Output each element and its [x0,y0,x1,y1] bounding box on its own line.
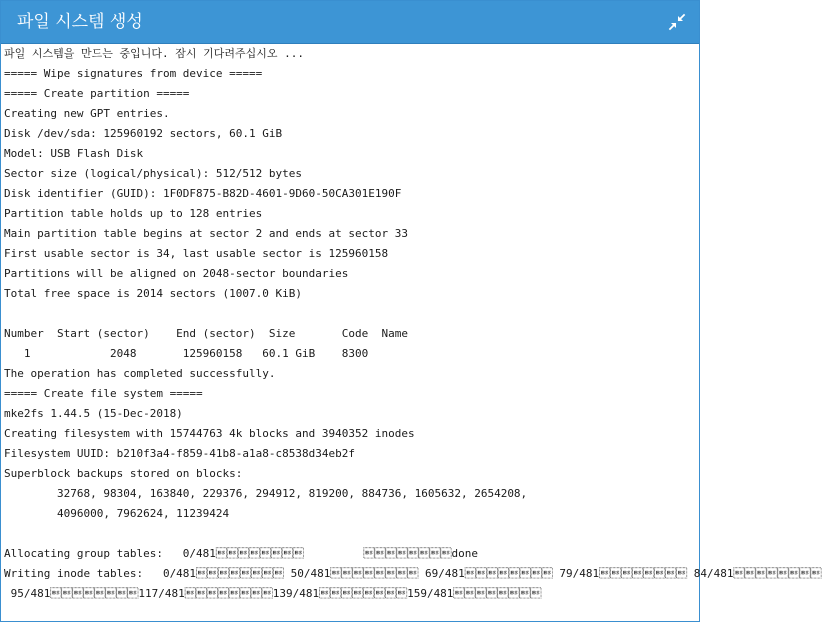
log-line: Partitions will be aligned on 2048-sector boundaries [4,267,349,280]
dialog-titlebar [1,1,699,44]
log-line: Allocating group tables: 0/481 done [4,547,479,560]
log-line: ===== Create file system ===== [4,387,203,400]
collapse-button[interactable] [667,12,687,32]
log-line: mke2fs 1.44.5 (15-Dec-2018) [4,407,183,420]
log-line: 1 2048 125960158 60.1 GiB 8300 [4,347,369,360]
log-line: Partition table holds up to 128 entries [4,207,263,220]
log-line: ===== Create partition ===== [4,87,190,100]
dialog-title: 파일 시스템 생성 [17,12,143,32]
log-line: Number Start (sector) End (sector) Size Code Name [4,327,408,340]
log-line: Total free space is 2014 sectors (1007.0 KiB) [4,287,303,300]
log-line: The operation has completed successfully. [4,367,276,380]
log-line: Filesystem UUID: b210f3a4-f859-41b8-a1a8-c8538d34eb2f [4,447,355,460]
log-line: 파일 시스템을 만드는 중입니다. 잠시 기다려주십시오 ... [4,47,304,60]
log-line: Disk /dev/sda: 125960192 sectors, 60.1 GiB [4,127,283,140]
log-line: Creating filesystem with 15744763 4k blocks and 3940352 inodes [4,427,415,440]
log-line: ===== Wipe signatures from device ===== [4,67,263,80]
collapse-arrows-icon [667,12,687,32]
log-line: Model: USB Flash Disk [4,147,144,160]
log-line: Writing inode tables: 0/481 50/481 69/481 79/481 84/481 [4,567,822,580]
log-line: Main partition table begins at sector 2 and ends at sector 33 [4,227,408,240]
log-line: 4096000, 7962624, 11239424 [4,507,230,520]
log-line: Disk identifier (GUID): 1F0DF875-B82D-4601-9D60-50CA301E190F [4,187,402,200]
console-output[interactable] [1,44,822,621]
log-line: Creating new GPT entries. [4,107,170,120]
log-line: Superblock backups stored on blocks: [4,467,243,480]
log-line: First usable sector is 34, last usable sector is 125960158 [4,247,389,260]
log-line: 95/481117/481139/481159/481 [4,587,542,600]
log-line: 32768, 98304, 163840, 229376, 294912, 819200, 884736, 1605632, 2654208, [4,487,528,500]
log-line: Sector size (logical/physical): 512/512 bytes [4,167,303,180]
